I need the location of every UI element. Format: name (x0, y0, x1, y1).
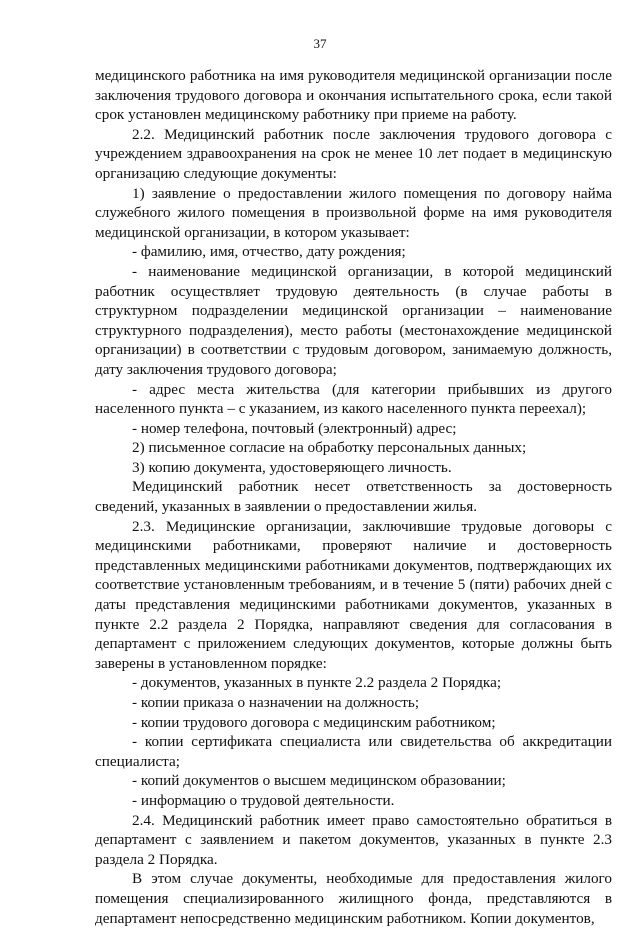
list-item: - копии сертификата специалиста или свидетельства об аккредитации специалиста; (95, 733, 612, 770)
list-item: - копии трудового договора с медицинским работником; (132, 713, 496, 731)
list-item: - информацию о трудовой деятельности. (132, 791, 395, 809)
list-item: 3) копию документа, удостоверяющего личность. (132, 458, 452, 476)
paragraph: 1) заявление о предоставлении жилого помещения по договору найма служебного жилого помещения в произвольной форме на имя руководителя медицинской организации, в котором указывает: (95, 184, 612, 241)
paragraph: медицинского работника на имя руководителя медицинской организации после заключения трудового договора и окончания испытательного срока, если такой срок установлен медицинскому работнику при приеме на работу. (95, 67, 612, 124)
paragraph: 2.2. Медицинский работник после заключения трудового договора с учреждением здравоохранения на срок не менее 10 лет подает в медицинскую организацию следующие документы: (95, 125, 612, 182)
list-item: - номер телефона, почтовый (электронный) адрес; (132, 419, 457, 437)
list-item: - документов, указанных в пункте 2.2 раздела 2 Порядка; (132, 674, 502, 692)
paragraph: 2.3. Медицинские организации, заключившие трудовые договоры с медицинскими работниками, проверяют наличие и достоверность представленных медицинскими работниками документов, подтверждающих их соответствие установленным требованиям, и в течение 5 (пяти) рабочих дней с даты представления медицинскими работниками документов, указанных в пункте 2.2 раздела 2 Порядка, направляют сведения для согласования в департамент с приложением следующих документов, которые должны быть заверены в установленном порядке: (95, 517, 612, 672)
paragraph: Медицинский работник несет ответственность за достоверность сведений, указанных в заявлении о предоставлении жилья. (95, 478, 612, 516)
list-item: - копии приказа о назначении на должность; (132, 694, 420, 711)
document-body (95, 66, 612, 928)
list-item: - фамилию, имя, отчество, дату рождения; (132, 243, 406, 261)
list-item: 2) письменное согласие на обработку персональных данных; (132, 439, 527, 457)
page-number: 37 (313, 36, 327, 51)
paragraph: 2.4. Медицинский работник имеет право самостоятельно обратиться в департамент с заявлением и пакетом документов, указанных в пункте 2.3 раздела 2 Порядка. (95, 811, 612, 868)
list-item: - адрес места жительства (для категории прибывших из другого населенного пункта – с указанием, из какого населенного пункта переехал); (95, 380, 612, 418)
list-item: - копий документов о высшем медицинском образовании; (132, 772, 506, 790)
list-item: - наименование медицинской организации, в которой медицинский работник осуществляет трудовую деятельность (в случае работы в структурном подразделении медицинской организации – наименование структурного подразделения), место работы (местонахождение медицинской организации) в соответствии с трудовым договором, занимаемую должность, дату заключения трудового договора; (95, 262, 612, 378)
paragraph: В этом случае документы, необходимые для предоставления жилого помещения специализированного жилищного фонда, представляются в департамент непосредственно медицинским работником. Копии документов, (95, 870, 612, 927)
